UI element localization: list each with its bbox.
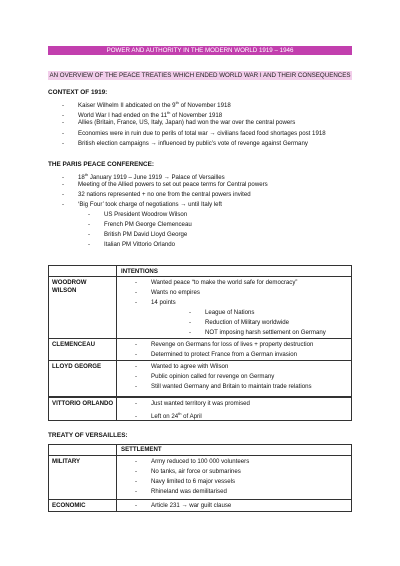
conference-item: - 18th January 1919 – June 1919 → Palace of Versailles xyxy=(62,172,225,182)
row-label: CLEMENCEAU xyxy=(52,341,95,348)
row-sub-item: - NOT imposing harsh settlement on Germany xyxy=(189,329,326,336)
treaty-heading: TREATY OF VERSAILLES: xyxy=(48,432,128,439)
conference-item: - 32 nations represented + no one from the central powers invited xyxy=(62,191,251,198)
big-four-item: - Italian PM Vittorio Orlando xyxy=(88,241,176,248)
table-row-lloyd-george xyxy=(49,360,351,390)
row-item: - Army reduced to 100 000 volunteers xyxy=(135,458,250,465)
row-item: - Still wanted Germany and Britain to maintain trade relations xyxy=(135,383,312,390)
table-row-orlando xyxy=(49,397,351,421)
table-row-wilson xyxy=(49,276,351,336)
conference-item: - ‘Big Four’ took charge of negotiations → until Italy left xyxy=(62,201,222,208)
intentions-header: INTENTIONS xyxy=(121,268,158,275)
settlement-table xyxy=(48,444,352,512)
column-divider xyxy=(116,397,117,420)
row-item: - Article 231 → war guilt clause xyxy=(135,502,232,509)
row-item: - Wanted peace “to make the world safe for democracy” xyxy=(135,279,298,286)
row-item: - 14 points xyxy=(135,299,176,306)
row-sub-item: - League of Nations xyxy=(189,309,255,316)
table-row-military xyxy=(49,455,351,495)
row-item: - No tanks, air force or submarines xyxy=(135,468,241,475)
big-four-item: - French PM George Clemenceau xyxy=(88,221,192,228)
context-item: - Kaiser Wilhelm II abdicated on the 9th of November 1918 xyxy=(62,100,231,110)
row-item: - Navy limited to 6 major vessels xyxy=(135,478,235,485)
row-item: - Wanted to agree with Wilson xyxy=(135,363,229,370)
row-item: - Wants no empires xyxy=(135,289,200,296)
row-item: - Left on 24th of April xyxy=(135,411,202,421)
row-item: - Determined to protect France from a German invasion xyxy=(135,351,297,358)
conference-item: - Meeting of the Allied powers to set out peace terms for Central powers xyxy=(62,181,268,188)
row-label: ECONOMIC xyxy=(52,502,86,509)
overview-banner: AN OVERVIEW OF THE PEACE TREATIES WHICH ENDED WORLD WAR I AND THEIR CONSEQUENCES xyxy=(49,72,351,79)
context-heading: CONTEXT OF 1919: xyxy=(48,89,108,96)
conference-heading: THE PARIS PEACE CONFERENCE: xyxy=(48,161,155,168)
row-label: MILITARY xyxy=(52,458,81,465)
context-item: - Economies were in ruin due to perils of total war → civilians faced food shortages post 1918 xyxy=(62,130,326,137)
row-item: - Just wanted territory it was promised xyxy=(135,400,250,407)
title-banner: POWER AND AUTHORITY IN THE MODERN WORLD 1919 – 1946 xyxy=(48,46,352,55)
context-item: - World War I had ended on the 11th of November 1918 xyxy=(62,110,223,120)
row-label: WOODROW WILSON xyxy=(52,279,87,294)
column-divider xyxy=(116,266,117,396)
context-item: - Allies (Britain, France, US, Italy, Japan) had won the war over the central powers xyxy=(62,119,296,126)
row-label: VITTORIO ORLANDO xyxy=(52,400,114,407)
row-item: - Public opinion called for revenge on Germany xyxy=(135,373,275,380)
row-label: LLOYD GEORGE xyxy=(52,363,102,370)
intentions-table xyxy=(48,265,352,397)
intentions-table-orlando xyxy=(48,397,352,421)
table-row-economic xyxy=(49,499,351,509)
big-four-item: - British PM David Lloyd George xyxy=(88,231,188,238)
row-item: - Rhineland was demilitarised xyxy=(135,488,227,495)
settlement-header: SETTLEMENT xyxy=(121,446,162,453)
table-row-clemenceau xyxy=(49,338,351,358)
context-item: - British election campaigns → influenced by public’s vote of revenge against Germany xyxy=(62,140,308,147)
big-four-item: - US President Woodrow Wilson xyxy=(88,211,188,218)
row-sub-item: - Reduction of Military worldwide xyxy=(189,319,289,326)
row-item: - Revenge on Germans for loss of lives + property destruction xyxy=(135,341,314,348)
